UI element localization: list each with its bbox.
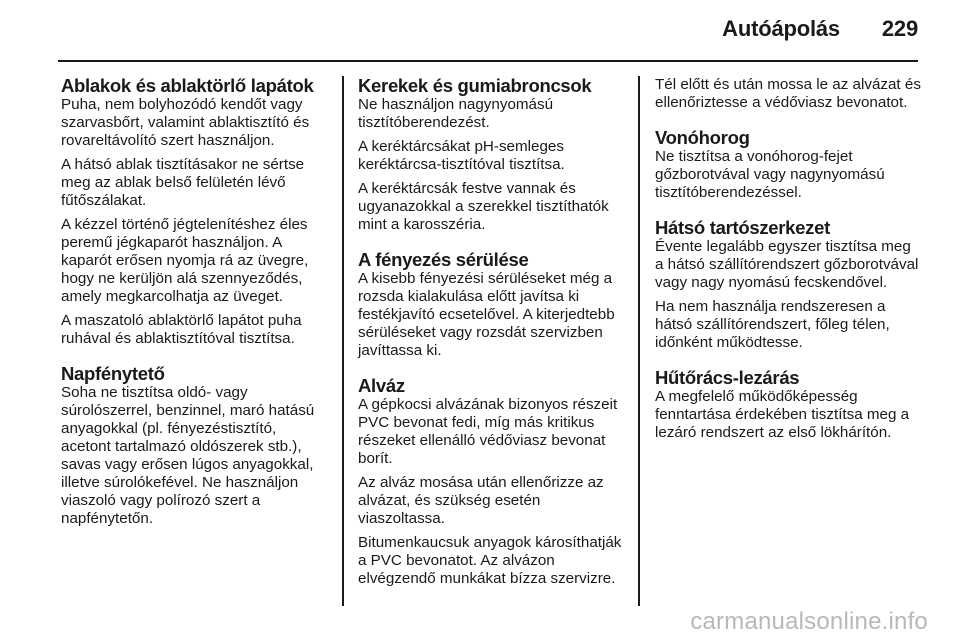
section-sunroof xyxy=(61,364,327,528)
section-windows xyxy=(61,76,327,348)
watermark: carmanualsonline.info xyxy=(690,608,928,635)
section-grille-shutter xyxy=(655,368,921,442)
paragraph: Ne tisztítsa a vonóhorog-fejet gőzborotvával vagy nagynyomású tisztítóberendezéssel. xyxy=(655,148,885,201)
chapter-title: Autóápolás xyxy=(722,16,840,41)
section-rear-carrier xyxy=(655,218,921,352)
section-tow-hook xyxy=(655,128,921,202)
paragraph: A hátsó ablak tisztításakor ne sértse meg az ablak belső felületén lévő fűtőszálakat. xyxy=(61,156,305,209)
column-3 xyxy=(655,76,921,458)
section-heading: Hátsó tartószerkezet xyxy=(655,217,830,238)
column-1 xyxy=(61,76,327,544)
section-wheels xyxy=(358,76,624,234)
column-2 xyxy=(358,76,624,604)
paragraph: Ne használjon nagynyomású tisztítóberendezést. xyxy=(358,96,554,131)
paragraph: Soha ne tisztítsa oldó- vagy súrolószerrel, benzinnel, maró hatású anyagokkal (pl. fényezéstisztító, acetont tartalmazó oldószerek stb.), savas vagy erősen lúgos anyagokkal, illetve súrolókefével. Ne használjon viaszoló vagy polírozó szert a napfénytetőn. xyxy=(61,384,315,527)
page-header xyxy=(722,16,918,42)
column-divider xyxy=(342,76,344,606)
section-heading: Alváz xyxy=(358,375,405,396)
paragraph: A kisebb fényezési sérüléseket még a rozsda kialakulása előtt javítsa ki festékjavító ecsetelővel. A kiterjedtebb sérüléseket vagy rozsdát szervizben javíttassa ki. xyxy=(358,270,615,359)
section-heading: Vonóhorog xyxy=(655,127,750,148)
paragraph: Évente legalább egyszer tisztítsa meg a hátsó szállítórendszert gőzborotvával vagy nagy nyomású fecskendővel. xyxy=(655,238,919,291)
paragraph: A maszatoló ablaktörlő lapátot puha ruhával és ablaktisztítóval tisztítsa. xyxy=(61,312,302,347)
section-heading: Hűtőrács-lezárás xyxy=(655,367,800,388)
paragraph: A kézzel történő jégtelenítéshez éles peremű jégkaparót használjon. A kaparót erősen nyomja rá az üvegre, hogy ne kerüljön alá szennyeződés, amely megkarcolhatja az üveget. xyxy=(61,216,309,305)
section-underbody xyxy=(358,376,624,588)
paragraph: Az alváz mosása után ellenőrizze az alvázat, és szükség esetén viaszoltassa. xyxy=(358,474,604,527)
paragraph: A keréktárcsákat pH-semleges keréktárcsa-tisztítóval tisztítsa. xyxy=(358,138,565,173)
section-heading: Ablakok és ablaktörlő lapátok xyxy=(61,75,314,96)
section-heading: Napfénytető xyxy=(61,363,165,384)
paragraph: A megfelelő működőképesség fenntartása érdekében tisztítsa meg a lezáró rendszert az első lökhárítón. xyxy=(655,388,910,441)
header-rule xyxy=(58,60,918,62)
section-heading: Kerekek és gumiabroncsok xyxy=(358,75,592,96)
paragraph: A keréktárcsák festve vannak és ugyanazokkal a szerekkel tisztíthatók mint a karosszéria. xyxy=(358,180,609,233)
paragraph: Ha nem használja rendszeresen a hátsó szállítórendszert, főleg télen, időnként működtesse. xyxy=(655,298,890,351)
section-heading: A fényezés sérülése xyxy=(358,249,529,270)
paragraph: Puha, nem bolyhozódó kendőt vagy szarvasbőrt, valamint ablaktisztító és rovareltávolító szert használjon. xyxy=(61,96,310,149)
paragraph: A gépkocsi alvázának bizonyos részeit PVC bevonat fedi, míg más kritikus részeket ellenálló védőviasz bevonat borít. xyxy=(358,396,618,467)
paragraph: Tél előtt és után mossa le az alvázat és ellenőriztesse a védőviasz bevonatot. xyxy=(655,76,921,111)
section-paint-damage xyxy=(358,250,624,360)
section-continued xyxy=(655,76,921,112)
column-divider xyxy=(638,76,640,606)
page-number: 229 xyxy=(881,16,918,41)
paragraph: Bitumenkaucsuk anyagok károsíthatják a PVC bevonatot. Az alvázon elvégzendő munkákat bízza szervizre. xyxy=(358,534,622,587)
